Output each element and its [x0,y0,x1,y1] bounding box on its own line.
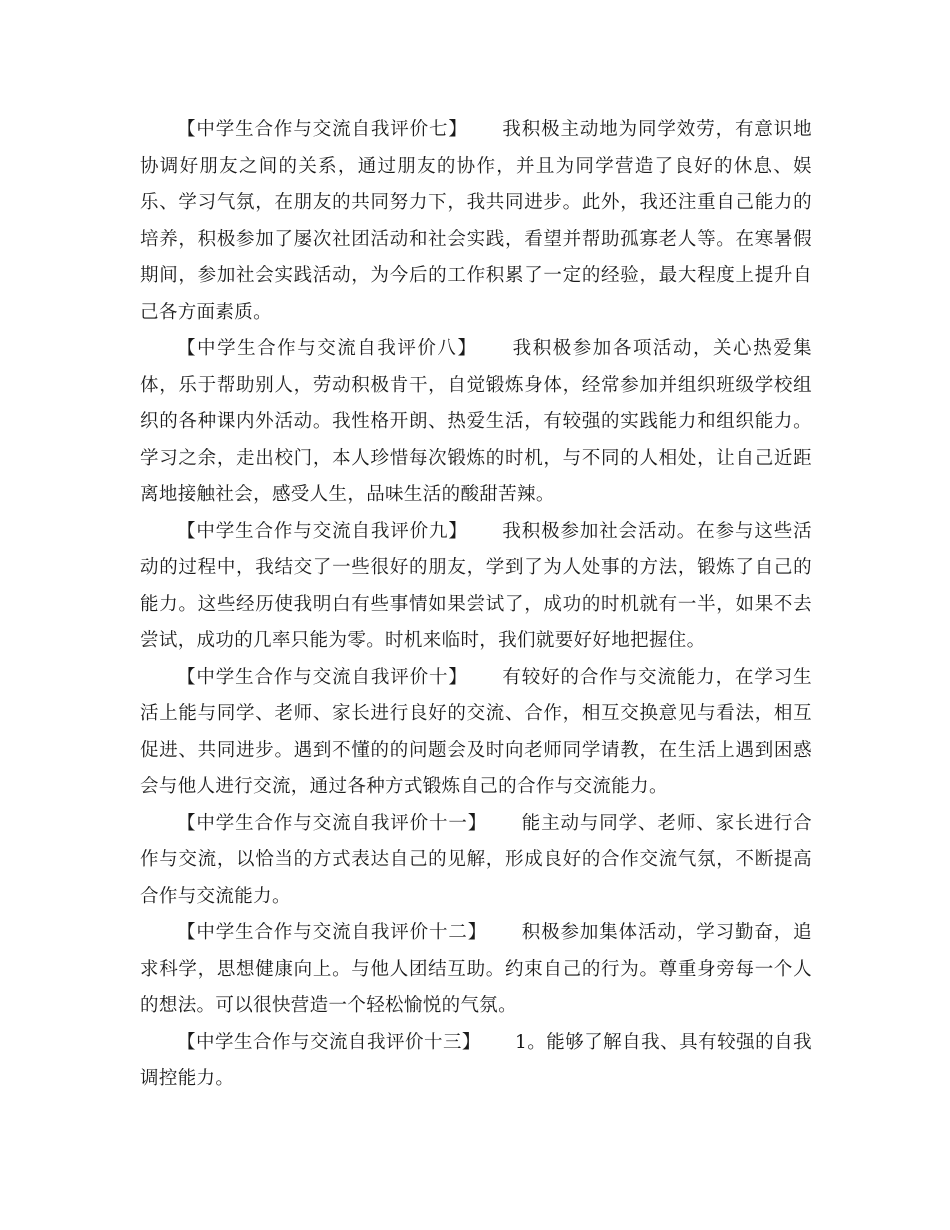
section-heading: 【中学生合作与交流自我评价七】 [177,119,468,140]
section-13 [140,1025,812,1098]
section-11 [140,806,812,916]
section-text: 我积极参加社会活动。在参与这些活动的过程中，我结交了一些很好的朋友，学到了为人处事的方法，锻炼了自己的能力。这些经历使我明白有些事情如果尝试了，成功的时机就有一半，如果不去尝试，成功的几率只能为零。时机来临时，我们就要好好地把握住。 [140,520,812,651]
section-text: 1。能够了解自我、具有较强的自我调控能力。 [140,1031,812,1089]
section-text: 我积极主动地为同学效劳，有意识地协调好朋友之间的关系，通过朋友的协作，并且为同学营造了良好的休息、娱乐、学习气氛，在朋友的共同努力下，我共同进步。此外，我还注重自己能力的培养，积极参加了屡次社团活动和社会实践，看望并帮助孤寡老人等。在寒暑假期间，参加社会实践活动，为今后的工作积累了一定的经验，最大程度上提升自己各方面素质。 [140,119,812,323]
section-heading: 【中学生合作与交流自我评价八】 [177,338,478,359]
section-12 [140,915,812,1025]
section-text: 有较好的合作与交流能力，在学习生活上能与同学、老师、家长进行良好的交流、合作，相互交换意见与看法，相互促进、共同进步。遇到不懂的的问题会及时向老师同学请教，在生活上遇到困惑会与他人进行交流，通过各种方式锻炼自己的合作与交流能力。 [140,666,812,797]
section-10 [140,660,812,806]
section-9 [140,514,812,660]
section-heading: 【中学生合作与交流自我评价十二】 [177,922,488,943]
section-8 [140,331,812,514]
section-text: 我积极参加各项活动，关心热爱集体，乐于帮助别人，劳动积极肯干，自觉锻炼身体，经常参加并组织班级学校组织的各种课内外活动。我性格开朗、热爱生活，有较强的实践能力和组织能力。学习之余，走出校门，本人珍惜每次锻炼的时机，与不同的人相处，让自己近距离地接触社会，感受人生，品味生活的酸甜苦辣。 [140,338,812,505]
section-heading: 【中学生合作与交流自我评价九】 [177,520,468,542]
section-text: 能主动与同学、老师、家长进行合作与交流，以恰当的方式表达自己的见解，形成良好的合作交流气氛，不断提高合作与交流能力。 [140,812,812,907]
section-heading: 【中学生合作与交流自我评价十一】 [177,812,488,834]
document-body [140,112,812,1098]
section-7 [140,112,812,331]
section-heading: 【中学生合作与交流自我评价十】 [177,666,468,688]
section-text: 积极参加集体活动，学习勤奋，追求科学，思想健康向上。与他人团结互助。约束自己的行为。尊重身旁每一个人的想法。可以很快营造一个轻松愉悦的气氛。 [140,922,812,1016]
section-heading: 【中学生合作与交流自我评价十三】 [177,1031,481,1053]
